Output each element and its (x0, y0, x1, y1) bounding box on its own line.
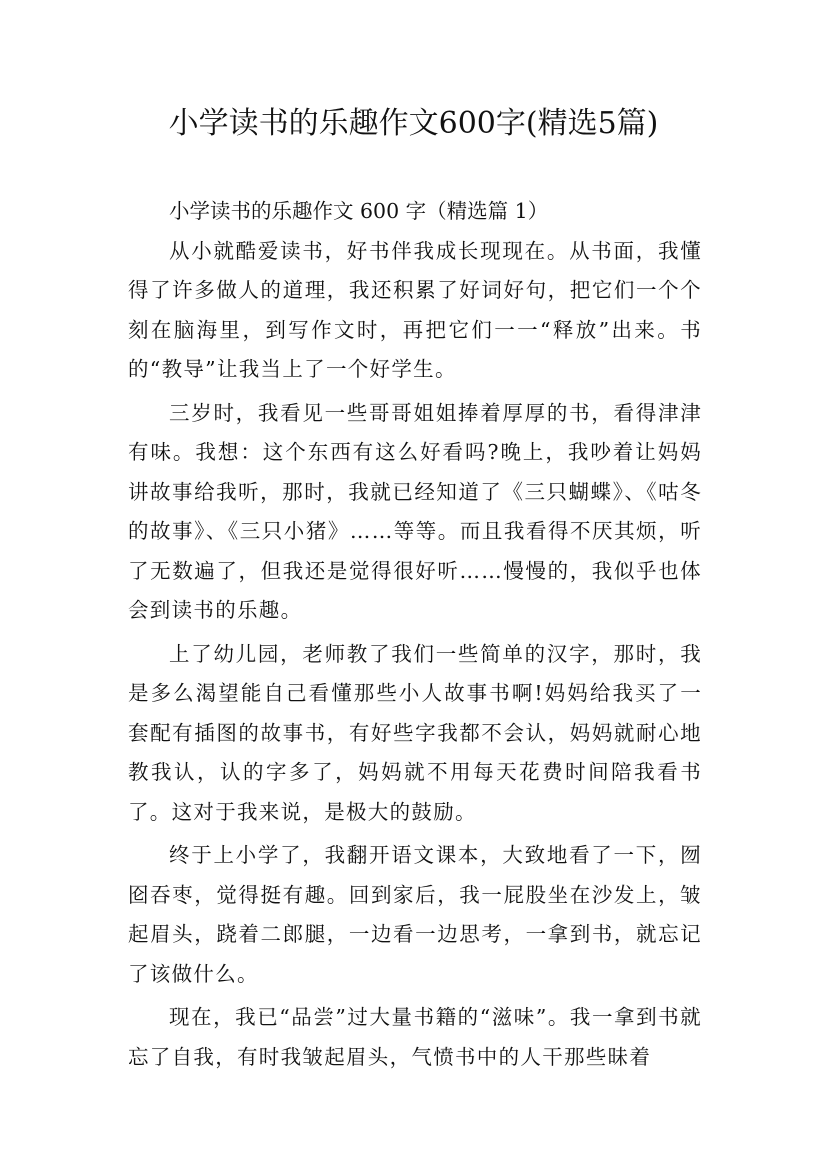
paragraph-2: 三岁时，我看见一些哥哥姐姐捧着厚厚的书，看得津津有味。我想：这个东西有这么好看吗?晚上，我吵着让妈妈讲故事给我听，那时，我就已经知道了《三只蝴蝶》、《咕冬的故事》、《三只小猪》……等等。而且我看得不厌其烦，听了无数遍了，但我还是觉得很好听……慢慢的，我似乎也体会到读书的乐趣。 (128, 400, 702, 622)
paragraph-5: 现在，我已“品尝”过大量书籍的“滋味”。我一拿到书就忘了自我，有时我皱起眉头，气愤书中的人干那些昧着 (128, 1005, 702, 1069)
section-heading: 小学读书的乐趣作文 600 字（精选篇 1） (169, 199, 549, 223)
document-title: 小学读书的乐趣作文600字(精选5篇) (168, 106, 659, 141)
document-body (128, 192, 702, 1081)
paragraph-4: 终于上小学了，我翻开语文课本，大致地看了一下，囫囵吞枣，觉得挺有趣。回到家后，我一屁股坐在沙发上，皱起眉头，跷着二郎腿，一边看一边思考，一拿到书，就忘记了该做什么。 (128, 843, 702, 986)
paragraph-3: 上了幼儿园，老师教了我们一些简单的汉字，那时，我是多么渴望能自己看懂那些小人故事书啊!妈妈给我买了一套配有插图的故事书，有好些字我都不会认，妈妈就耐心地教我认，认的字多了，妈妈就不用每天花费时间陪我看书了。这对于我来说，是极大的鼓励。 (128, 641, 702, 824)
paragraph-1: 从小就酷爱读书，好书伴我成长现现在。从书面，我懂得了许多做人的道理，我还积累了好词好句，把它们一个个刻在脑海里，到写作文时，再把它们一一“释放”出来。书的“教导”让我当上了一个好学生。 (128, 238, 702, 381)
